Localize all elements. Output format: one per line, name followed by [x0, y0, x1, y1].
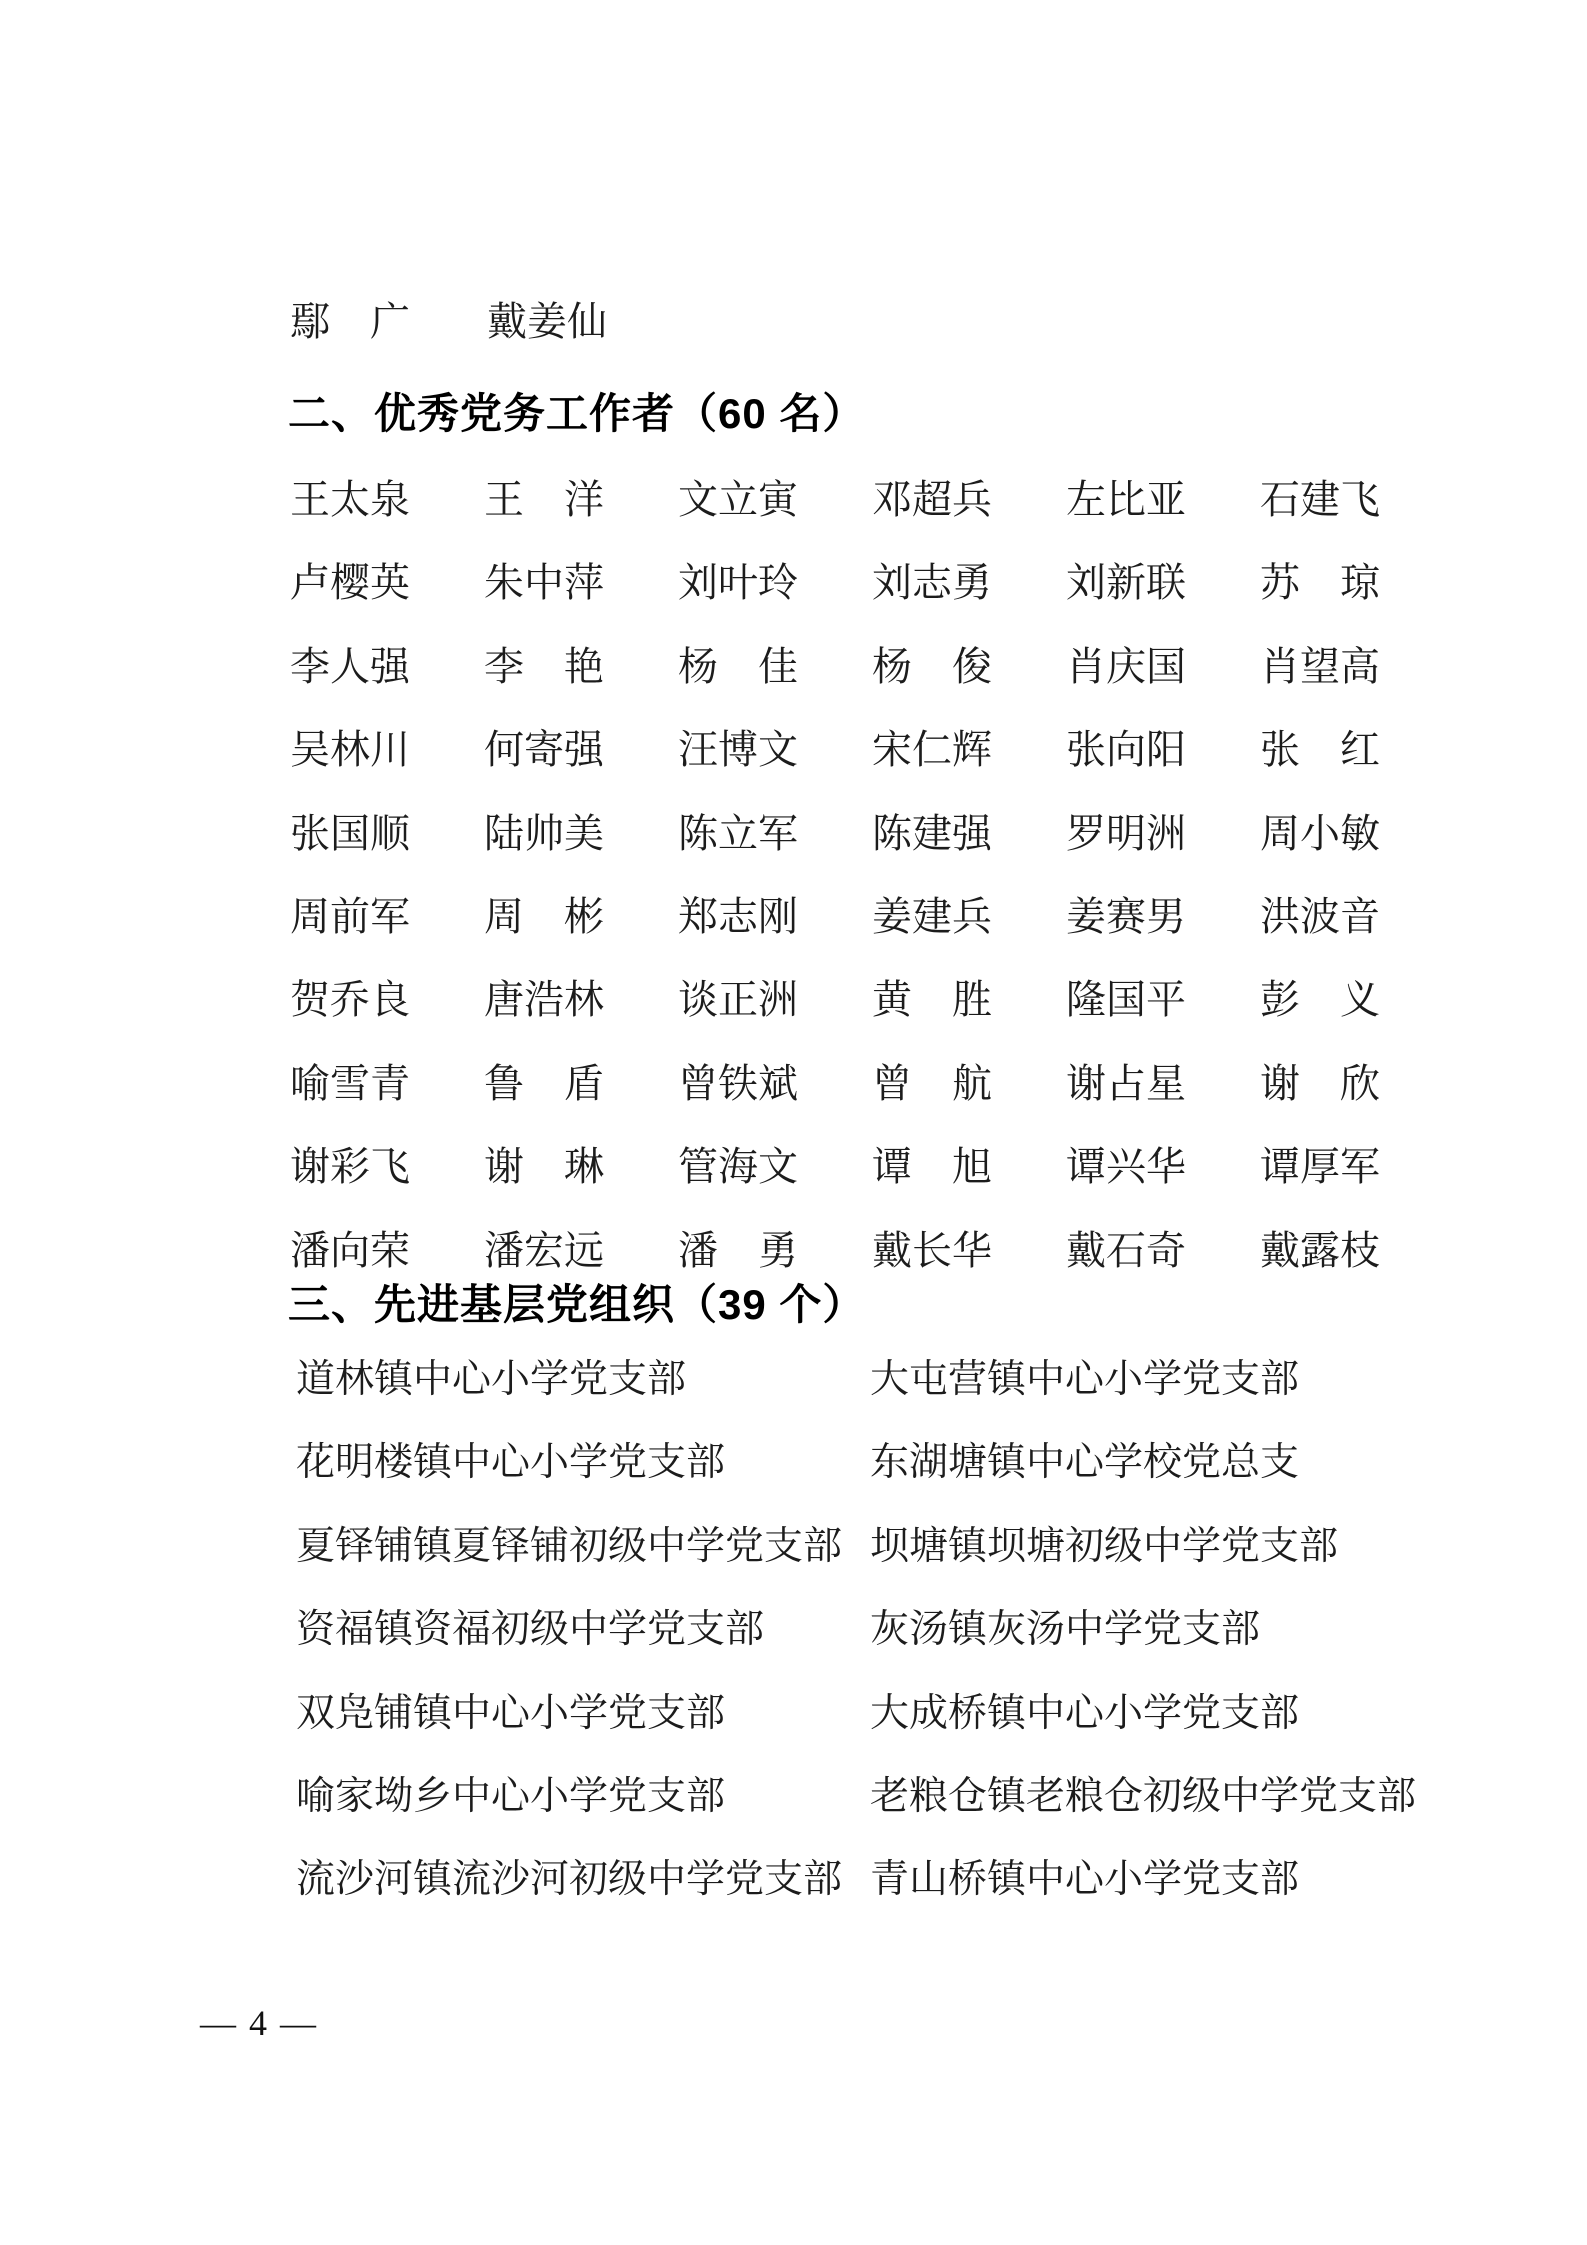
- person-name: 谢占星: [1066, 1060, 1186, 1106]
- person-name: 周 彬: [484, 893, 604, 939]
- person-name: 彭 义: [1260, 977, 1380, 1023]
- person-name: 谢 琳: [484, 1144, 604, 1190]
- person-name: 谢 欣: [1260, 1060, 1380, 1106]
- person-name: 曾铁斌: [678, 1060, 798, 1106]
- person-name: 潘向荣: [290, 1227, 410, 1273]
- person-name: 隆国平: [1066, 977, 1186, 1023]
- org-name: 青山桥镇中心小学党支部: [870, 1858, 1300, 1902]
- person-name: 李 艳: [484, 643, 604, 689]
- person-name: 周小敏: [1260, 810, 1380, 856]
- org-name: 坝塘镇坝塘初级中学党支部: [870, 1524, 1339, 1568]
- person-name: 鄢 广: [290, 299, 410, 344]
- person-name: 邓超兵: [872, 477, 992, 522]
- person-name: 肖庆国: [1066, 643, 1186, 689]
- org-name: 流沙河镇流沙河初级中学党支部: [296, 1858, 843, 1902]
- person-name: 唐浩林: [484, 977, 604, 1023]
- name-row: [290, 1062, 1382, 1145]
- person-name: 姜建兵: [872, 893, 992, 939]
- org-row: [296, 1858, 1396, 1941]
- person-name: 戴姜仙: [487, 299, 607, 344]
- continuation-name-row: [290, 300, 609, 344]
- person-name: 刘新联: [1066, 560, 1186, 606]
- section-2-heading: 二、优秀党务工作者（60 名）: [288, 390, 866, 437]
- person-name: 谭兴华: [1066, 1144, 1186, 1190]
- person-name: 戴露枝: [1260, 1227, 1380, 1273]
- person-name: 谈正洲: [678, 977, 798, 1023]
- org-name: 夏铎铺镇夏铎铺初级中学党支部: [296, 1524, 843, 1568]
- person-name: 管海文: [678, 1144, 798, 1190]
- name-row: [290, 1145, 1382, 1228]
- person-name: 石建飞: [1260, 477, 1380, 522]
- person-name: 潘宏远: [484, 1227, 604, 1273]
- org-name: 双凫铺镇中心小学党支部: [296, 1691, 726, 1735]
- name-row: [290, 895, 1382, 978]
- org-row: [296, 1525, 1396, 1608]
- person-name: 张向阳: [1066, 727, 1186, 773]
- person-name: 吴林川: [290, 727, 410, 773]
- name-row: [290, 645, 1382, 728]
- person-name: 陈建强: [872, 810, 992, 856]
- page-number: — 4 —: [200, 2003, 318, 2043]
- person-name: 曾 航: [872, 1060, 992, 1106]
- name-row: [290, 478, 1382, 561]
- person-name: 陈立军: [678, 810, 798, 856]
- person-name: 姜赛男: [1066, 893, 1186, 939]
- person-name: 贺乔良: [290, 977, 410, 1023]
- person-name: 杨 俊: [872, 643, 992, 689]
- name-row: [290, 978, 1382, 1061]
- person-name: 罗明洲: [1066, 810, 1186, 856]
- person-name: 谭厚军: [1260, 1144, 1380, 1190]
- person-name: 鲁 盾: [484, 1060, 604, 1106]
- person-name: 黄 胜: [872, 977, 992, 1023]
- person-name: 刘志勇: [872, 560, 992, 606]
- person-name: 张国顺: [290, 810, 410, 856]
- org-name: 灰汤镇灰汤中学党支部: [870, 1608, 1261, 1652]
- org-name: 东湖塘镇中心学校党总支: [870, 1441, 1300, 1485]
- org-name: 花明楼镇中心小学党支部: [296, 1441, 726, 1485]
- person-name: 卢樱英: [290, 560, 410, 606]
- person-name: 文立寅: [678, 477, 798, 522]
- person-name: 朱中萍: [484, 560, 604, 606]
- org-row: [296, 1774, 1417, 1858]
- org-name: 道林镇中心小学党支部: [296, 1358, 687, 1401]
- person-name: 左比亚: [1066, 477, 1186, 522]
- person-name: 张 红: [1260, 727, 1380, 773]
- person-name: 宋仁辉: [872, 727, 992, 773]
- person-name: 周前军: [290, 893, 410, 939]
- organizations-grid: [296, 1358, 1417, 1942]
- org-name: 老粮仓镇老粮仓初级中学党支部: [870, 1774, 1417, 1818]
- person-name: 刘叶玲: [678, 560, 798, 606]
- person-name: 苏 琼: [1260, 560, 1380, 606]
- person-name: 戴长华: [872, 1227, 992, 1273]
- org-name: 喻家坳乡中心小学党支部: [296, 1774, 726, 1818]
- person-name: 王太泉: [290, 477, 410, 522]
- person-name: 陆帅美: [484, 810, 604, 856]
- person-name: 谢彩飞: [290, 1144, 410, 1190]
- org-name: 资福镇资福初级中学党支部: [296, 1608, 765, 1652]
- org-name: 大屯营镇中心小学党支部: [870, 1358, 1300, 1401]
- name-row: [290, 561, 1382, 644]
- org-row: [296, 1692, 1396, 1775]
- person-name: 杨 佳: [678, 643, 798, 689]
- person-name: 谭 旭: [872, 1144, 992, 1190]
- section-3-heading: 三、先进基层党组织（39 个）: [288, 1281, 866, 1328]
- person-name: 王 洋: [484, 477, 604, 522]
- person-name: 何寄强: [484, 727, 604, 773]
- person-name: 喻雪青: [290, 1060, 410, 1106]
- person-name: 洪波音: [1260, 893, 1380, 939]
- org-row: [296, 1358, 1396, 1441]
- name-row: [290, 812, 1382, 895]
- org-row: [296, 1608, 1396, 1691]
- org-name: 大成桥镇中心小学党支部: [870, 1691, 1300, 1735]
- awardee-names-grid: [290, 478, 1382, 1312]
- person-name: 潘 勇: [678, 1227, 798, 1273]
- org-row: [296, 1441, 1396, 1524]
- person-name: 郑志刚: [678, 893, 798, 939]
- person-name: 汪博文: [678, 727, 798, 773]
- name-row: [290, 728, 1382, 811]
- person-name: 李人强: [290, 643, 410, 689]
- person-name: 戴石奇: [1066, 1227, 1186, 1273]
- person-name: 肖望高: [1260, 643, 1380, 689]
